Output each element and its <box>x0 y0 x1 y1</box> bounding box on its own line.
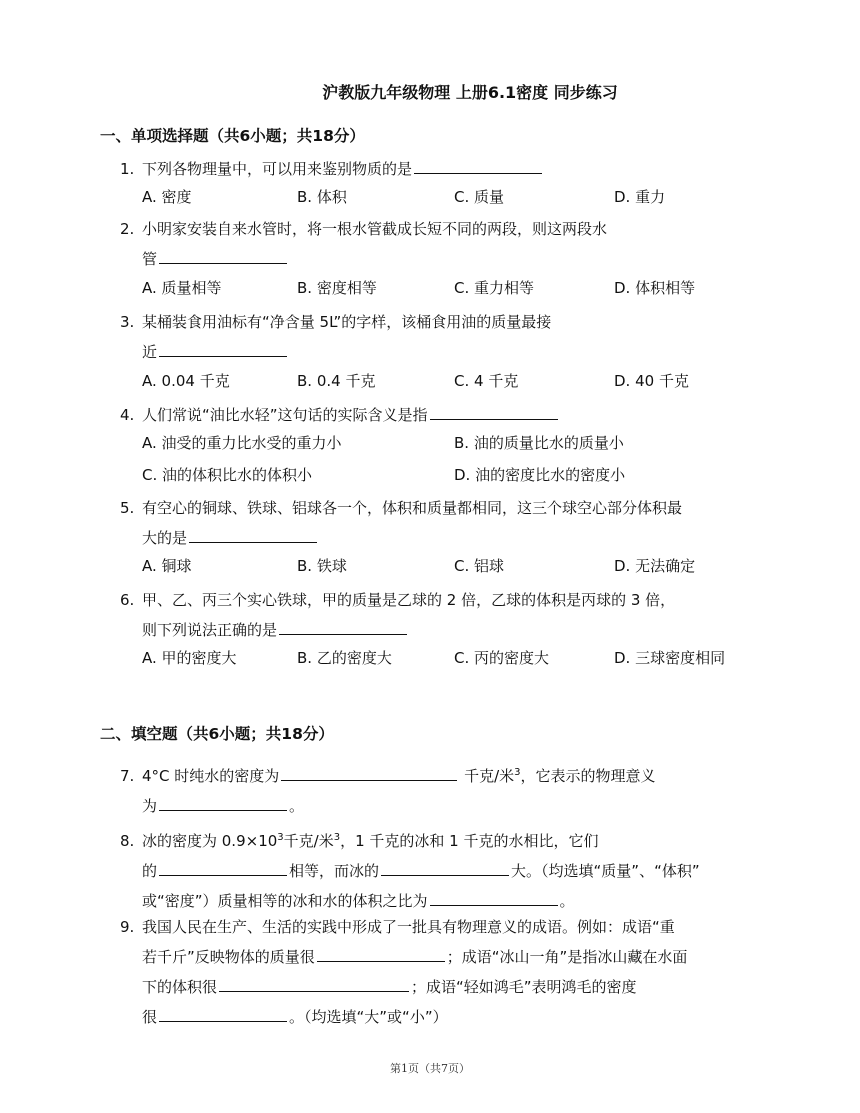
question-2: 2. 小明家安装自来水管时，将一根水管截成长短不同的两段，则这两段水 管 <box>120 220 608 268</box>
option-d[interactable]: D. 油的密度比水的密度小 <box>454 466 626 484</box>
question-3: 3. 某桶装食用油标有“净含量 5L”的字样，该桶食用油的质量最接 近 <box>120 313 552 361</box>
options-q6 <box>142 647 782 675</box>
option-a[interactable]: A. 油受的重力比水受的重力小 <box>142 434 342 452</box>
option-a[interactable]: A. 甲的密度大 <box>142 649 237 667</box>
question-8: 8. 冰的密度为 $0.9\times 10^3$千克/米$^3$，1 千克的冰和 1 千克的水相比，它们 的 相等，而冰的 大。（均选填“质量”、“体积” 或“密度”）质量相等的冰和水的体积之比为 。 <box>120 832 700 910</box>
options-q1 <box>142 186 782 214</box>
page-title: 沪教版九年级物理 上册6.1密度 同步练习 <box>322 83 618 102</box>
answer-blank[interactable] <box>219 973 409 992</box>
option-c[interactable]: C. 油的体积比水的体积小 <box>142 466 313 484</box>
answer-blank[interactable] <box>159 792 287 811</box>
options-q4-row1 <box>142 432 782 460</box>
option-d[interactable]: D. 体积相等 <box>614 279 696 297</box>
question-1: 1. 下列各物理量中，可以用来鉴别物质的是 <box>120 154 765 184</box>
answer-blank[interactable] <box>430 401 558 420</box>
question-5: 5. 有空心的铜球、铁球、铝球各一个，体积和质量都相同，这三个球空心部分体积最 大的是 <box>120 499 683 547</box>
option-b[interactable]: B. 铁球 <box>297 557 347 575</box>
option-d[interactable]: D. 重力 <box>614 188 666 206</box>
options-q5 <box>142 555 782 583</box>
answer-blank[interactable] <box>159 245 287 264</box>
option-b[interactable]: B. 油的质量比水的质量小 <box>454 434 624 452</box>
option-a[interactable]: A. 0.04 千克 <box>142 372 230 390</box>
options-q2 <box>142 277 782 305</box>
option-d[interactable]: D. 40 千克 <box>614 372 689 390</box>
option-a[interactable]: A. 密度 <box>142 188 192 206</box>
answer-blank[interactable] <box>317 943 445 962</box>
answer-blank[interactable] <box>381 857 509 876</box>
answer-blank[interactable] <box>430 887 558 906</box>
option-c[interactable]: C. 铝球 <box>454 557 505 575</box>
option-c[interactable]: C. 重力相等 <box>454 279 535 297</box>
question-6: 6. 甲、乙、丙三个实心铁球，甲的质量是乙球的 2 倍，乙球的体积是丙球的 3 倍， 则下列说法正确的是 <box>120 591 676 639</box>
answer-blank[interactable] <box>414 155 542 174</box>
option-b[interactable]: B. 密度相等 <box>297 279 377 297</box>
answer-blank[interactable] <box>159 338 287 357</box>
option-c[interactable]: C. 4 千克 <box>454 372 519 390</box>
question-7: 7. 4°C 时纯水的密度为 千克/米$^3$，它表示的物理意义 为 。 <box>120 758 765 821</box>
answer-blank[interactable] <box>279 616 407 635</box>
answer-blank[interactable] <box>281 762 457 781</box>
question-4: 4. 人们常说“油比水轻”这句话的实际含义是指 <box>120 400 765 430</box>
option-b[interactable]: B. 体积 <box>297 188 347 206</box>
option-b[interactable]: B. 0.4 千克 <box>297 372 376 390</box>
section-heading-choice: 一、单项选择题（共6小题；共18分） <box>100 127 365 145</box>
option-b[interactable]: B. 乙的密度大 <box>297 649 392 667</box>
answer-blank[interactable] <box>159 1003 287 1022</box>
option-c[interactable]: C. 丙的密度大 <box>454 649 550 667</box>
options-q4-row2 <box>142 464 782 492</box>
options-q3 <box>142 370 782 398</box>
question-9: 9. 我国人民在生产、生活的实践中形成了一批具有物理意义的成语。例如：成语“重 若千斤”反映物体的质量很 ；成语“冰山一角”是指冰山藏在水面 下的体积很 ；成语“轻如鸿毛”表明鸿毛的密度 很 。（均选填“大”或“小”） <box>120 918 688 1026</box>
option-d[interactable]: D. 三球密度相同 <box>614 649 726 667</box>
answer-blank[interactable] <box>189 524 317 543</box>
option-d[interactable]: D. 无法确定 <box>614 557 696 575</box>
section-heading-fill: 二、填空题（共6小题；共18分） <box>100 725 334 743</box>
answer-blank[interactable] <box>159 857 287 876</box>
option-a[interactable]: A. 质量相等 <box>142 279 222 297</box>
page-footer: 第1页（共7页） <box>390 1062 470 1075</box>
option-c[interactable]: C. 质量 <box>454 188 505 206</box>
option-a[interactable]: A. 铜球 <box>142 557 192 575</box>
